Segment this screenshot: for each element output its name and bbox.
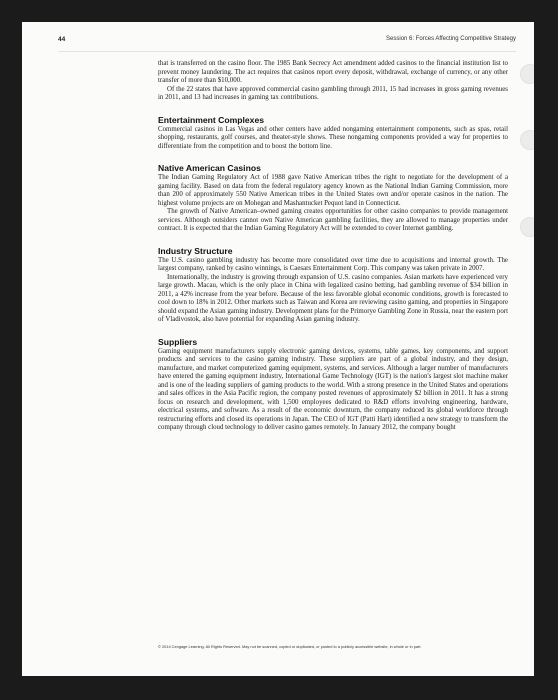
margin-tab-1 <box>520 64 534 84</box>
paragraph: Gaming equipment manufacturers supply electronic gaming devices, systems, table games, key components, and support products and services to the casino gaming industry. These suppliers are part of a global industry, and they design, manufacture, and market computerized gaming equipment, systems, and services. Although a larger number of manufacturers have entered the gaming equipment industry, International Game Technology (IGT) is the nation's largest slot machine maker and is one of the leading suppliers of gaming products to the world. With a strong presence in the United States and operations and sales offices in the Asia Pacific region, the company posted revenues of approximately $2 billion in 2011. It has a strong focus on research and development, with 1,500 employees dedicated to R&D efforts involving engineering, hardware, electrical systems, and software. As a result of the economic downturn, the company reduced its global workforce through restructuring efforts and closed its operations in Japan. The CEO of IGT (Patti Hart) identified a new strategy to transform the company through cloud technology to deliver casino games remotely. In January 2012, the company bought <box>158 347 508 431</box>
paragraph: Commercial casinos in Las Vegas and other centers have added nongaming entertainment components, such as spas, retail shopping, restaurants, golf courses, and theater-style shows. These nongaming components provided a way for properties to differentiate from the competition and to boost the bottom line. <box>158 125 508 150</box>
section-native-american-casinos <box>158 163 508 234</box>
margin-tab-3 <box>520 217 534 237</box>
section-entertainment-complexes <box>158 115 508 152</box>
section-intro <box>158 60 508 103</box>
header-rule <box>58 51 516 52</box>
section-heading: Native American Casinos <box>158 163 261 173</box>
paragraph: that is transferred on the casino floor. The 1985 Bank Secrecy Act amendment added casinos to the financial institution list to prevent money laundering. The act requires that casinos report every deposit, withdrawal, exchange of currency, or any other transfer of more than $10,000. <box>158 60 508 84</box>
body-text <box>158 60 508 433</box>
paragraph: The U.S. casino gambling industry has become more consolidated over time due to acquisitions and internal growth. The largest company, ranked by casino winnings, is Caesars Entertainment Corp. This company was taken private in 2007. <box>158 256 508 272</box>
paragraph: Internationally, the industry is growing through expansion of U.S. casino companies. Asian markets have experienced very large growth. Macau, which is the only place in China with legalized casino betting, had gambling revenue of $34 billion in 2011, a 42% increase from the year before. Because of the less favorable global economic conditions, growth is forecasted to cool down to 18% in 2012. Other markets such as Taiwan and Korea are reviewing casino gaming, and properties in Singapore should expand the Asian gaming industry. Development plans for the Primorye Gambling Zone in Russia, near the eastern port of Vladivostok, also have potential for expanding Asian gaming industry. <box>158 273 508 323</box>
page-header <box>58 36 516 50</box>
copyright-footer: © 2014 Cengage Learning. All Rights Reserved. May not be scanned, copied or duplicated, or posted to a publicly accessible website, in whole or in part. <box>158 644 422 649</box>
paragraph: The Indian Gaming Regulatory Act of 1988 gave Native American tribes the right to negotiate for the development of a gaming facility. Based on data from the federal regulatory agency known as the National Indian Gaming Commission, more than 200 of approximately 550 Native American tribes in the United States own and/or operate casinos in the nation. The highest volume projects are on Mohegan and Mashantucket Pequot land in Connecticut. <box>158 174 508 207</box>
section-heading: Suppliers <box>158 336 198 347</box>
section-industry-structure <box>158 246 508 325</box>
page-number: 44 <box>58 36 66 43</box>
paragraph: The growth of Native American–owned gaming creates opportunities for other casino companies to provide management services. Although outsiders cannot own Native American gambling facilities, they are allowed to manage properties under contract. It is expected that the Indian Gaming Regulatory Act will be extended to cover Internet gambling. <box>158 208 508 232</box>
margin-tab-2 <box>520 130 534 150</box>
paragraph: Of the 22 states that have approved commercial casino gambling through 2011, 15 had increases in gross gaming revenues in 2011, and 13 had increases in gaming tax contributions. <box>158 85 508 101</box>
running-head: Session 6: Forces Affecting Competitive Strategy <box>386 36 516 42</box>
section-suppliers <box>158 337 508 433</box>
section-heading: Entertainment Complexes <box>158 114 265 125</box>
document-page <box>22 22 534 676</box>
section-heading: Industry Structure <box>158 245 233 256</box>
